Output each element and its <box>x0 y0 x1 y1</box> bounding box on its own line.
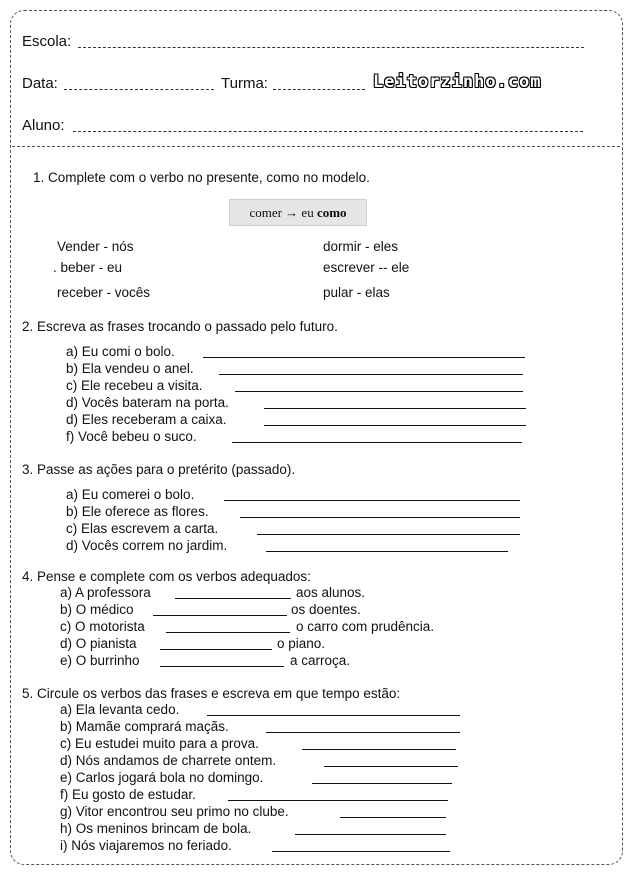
q4-item-end: os doentes. <box>291 602 361 617</box>
q2-answer-line[interactable] <box>203 357 525 358</box>
q5-item: i) Nós viajaremos no feriado. <box>60 838 232 853</box>
q4-answer-line[interactable] <box>175 598 291 599</box>
school-label: Escola: <box>22 33 72 50</box>
class-field[interactable] <box>273 89 365 90</box>
q3-answer-line[interactable] <box>266 551 508 552</box>
q5-item: g) Vitor encontrou seu primo no clube. <box>60 804 289 819</box>
question-2-title: 2. Escreva as frases trocando o passado pelo futuro. <box>22 319 338 334</box>
model-box <box>229 199 367 226</box>
q4-answer-line[interactable] <box>166 632 290 633</box>
site-logo: Leitorzinho.com <box>373 72 542 92</box>
q2-item: c) Ele recebeu a visita. <box>66 378 203 393</box>
student-label: Aluno: <box>22 117 65 134</box>
q5-answer-line[interactable] <box>207 715 460 716</box>
model-answer: como <box>316 205 347 220</box>
q5-answer-line[interactable] <box>302 749 456 750</box>
q1-left-item: Vender - nós <box>57 239 134 254</box>
q2-answer-line[interactable] <box>264 408 526 409</box>
q1-right-item: escrever -- ele <box>323 260 410 275</box>
q2-item: d) Vocês bateram na porta. <box>66 395 229 410</box>
q4-answer-line[interactable] <box>160 666 284 667</box>
q3-answer-line[interactable] <box>224 500 520 501</box>
date-label: Data: <box>22 75 58 92</box>
q5-item: a) Ela levanta cedo. <box>60 702 180 717</box>
question-3-title: 3. Passe as ações para o pretérito (passado). <box>22 462 296 477</box>
q3-answer-line[interactable] <box>240 517 520 518</box>
q5-answer-line[interactable] <box>340 817 446 818</box>
q4-answer-line[interactable] <box>160 649 272 650</box>
q4-item-end: o piano. <box>277 636 326 651</box>
q5-item: b) Mamãe comprará maçãs. <box>60 719 229 734</box>
q2-item: b) Ela vendeu o anel. <box>66 361 194 376</box>
q5-item: e) Carlos jogará bola no domingo. <box>60 770 264 785</box>
q2-item: a) Eu comi o bolo. <box>66 344 175 359</box>
q5-item: h) Os meninos brincam de bola. <box>60 821 252 836</box>
q4-item-start: a) A professora <box>60 585 151 600</box>
q2-answer-line[interactable] <box>219 374 523 375</box>
q4-item-start: b) O médico <box>60 602 134 617</box>
q4-item-start: c) O motorista <box>60 619 145 634</box>
q4-item-start: d) O pianista <box>60 636 137 651</box>
class-label: Turma: <box>221 75 268 92</box>
q5-item: f) Eu gosto de estudar. <box>60 787 196 802</box>
q2-answer-line[interactable] <box>235 391 523 392</box>
question-4-title: 4. Pense e complete com os verbos adequados: <box>22 569 311 584</box>
q2-answer-line[interactable] <box>232 442 522 443</box>
q2-item: f) Você bebeu o suco. <box>66 429 197 444</box>
header-divider <box>12 146 620 147</box>
question-5-title: 5. Circule os verbos das frases e escreva em que tempo estão: <box>22 686 401 701</box>
q3-item: a) Eu comerei o bolo. <box>66 487 195 502</box>
q4-item-end: o carro com prudência. <box>296 619 435 634</box>
q3-item: b) Ele oferece as flores. <box>66 504 209 519</box>
date-field[interactable] <box>64 89 214 90</box>
q1-left-item: . beber - eu <box>53 260 123 275</box>
q3-item: c) Elas escrevem a carta. <box>66 521 219 536</box>
q5-answer-line[interactable] <box>324 766 458 767</box>
q2-item: d) Eles receberam a caixa. <box>66 412 227 427</box>
q4-answer-line[interactable] <box>153 615 287 616</box>
q3-answer-line[interactable] <box>257 534 520 535</box>
q5-answer-line[interactable] <box>295 834 446 835</box>
q5-answer-line[interactable] <box>266 732 460 733</box>
q5-item: c) Eu estudei muito para a prova. <box>60 736 259 751</box>
q2-answer-line[interactable] <box>264 425 526 426</box>
model-example: comer → eu <box>249 205 317 220</box>
q5-answer-line[interactable] <box>272 851 450 852</box>
q4-item-end: a carroça. <box>290 653 351 668</box>
q1-left-item: receber - vocês <box>57 285 151 300</box>
q4-item-start: e) O burrinho <box>60 653 140 668</box>
student-field[interactable] <box>73 131 583 132</box>
question-1-title: 1. Complete com o verbo no presente, como no modelo. <box>33 170 370 185</box>
q1-right-item: dormir - eles <box>323 239 399 254</box>
q5-answer-line[interactable] <box>312 783 452 784</box>
q3-item: d) Vocês correm no jardim. <box>66 538 228 553</box>
school-field[interactable] <box>78 47 584 48</box>
q1-right-item: pular - elas <box>323 285 390 300</box>
q5-answer-line[interactable] <box>228 800 448 801</box>
q4-item-end: aos alunos. <box>296 585 366 600</box>
q5-item: d) Nós andamos de charrete ontem. <box>60 753 277 768</box>
